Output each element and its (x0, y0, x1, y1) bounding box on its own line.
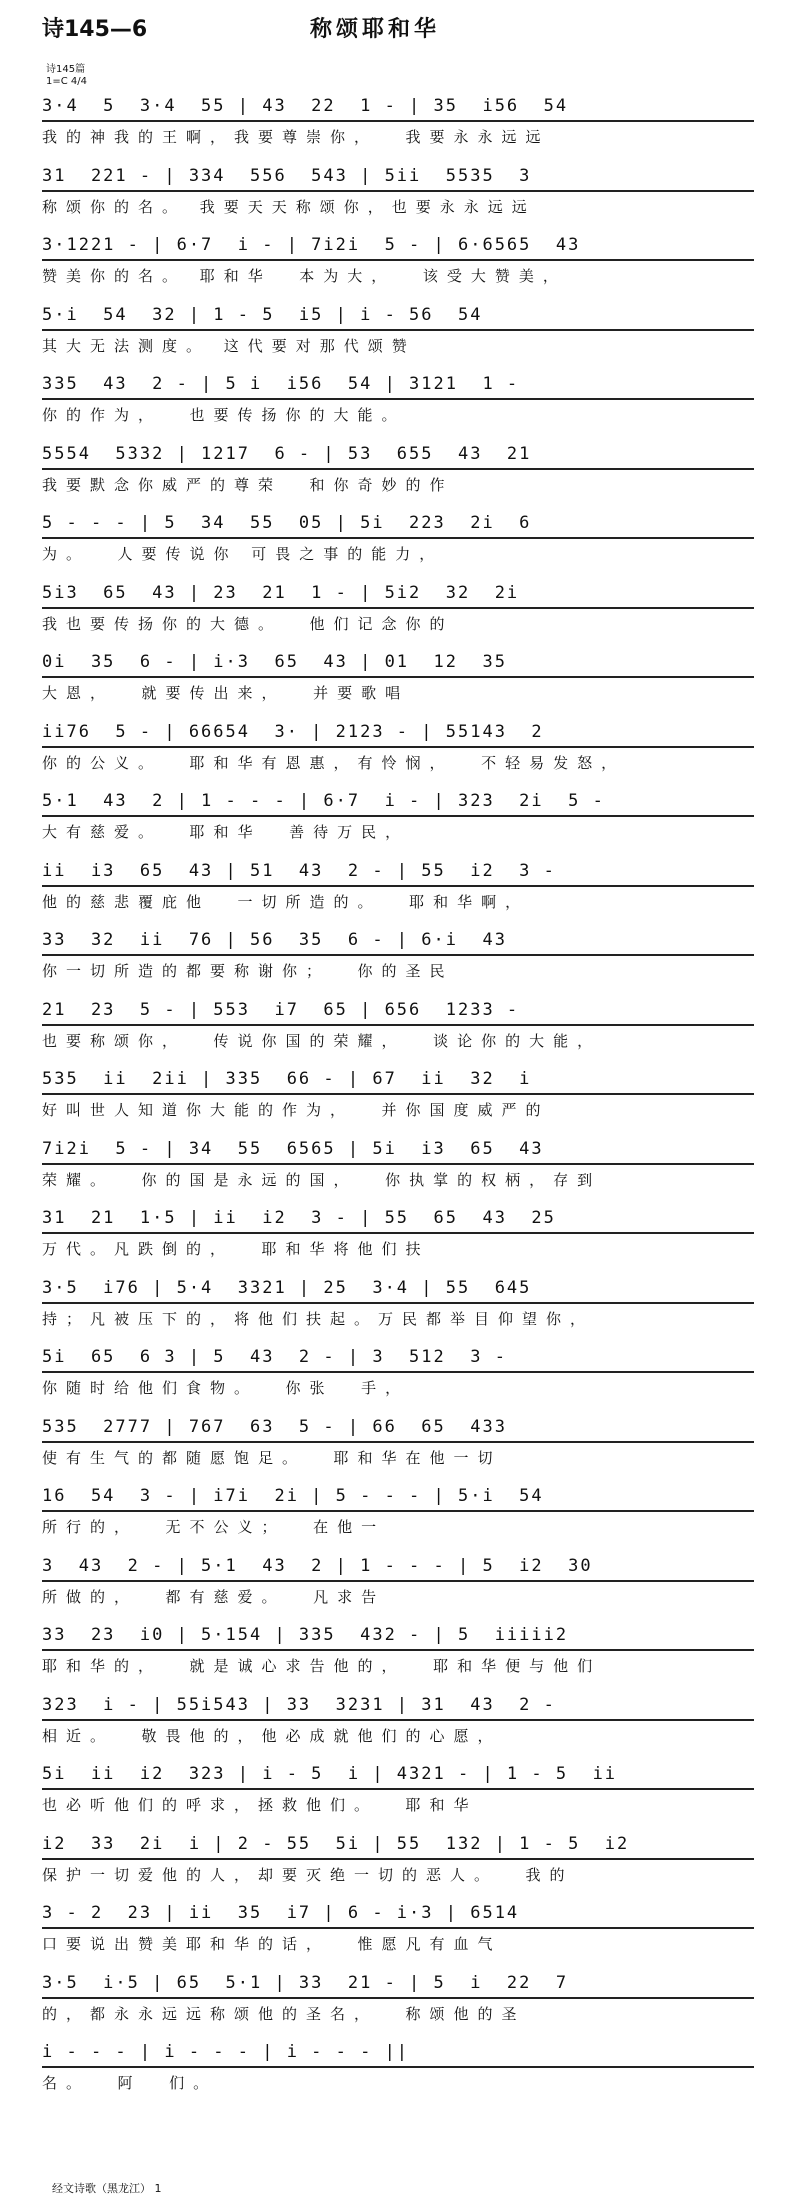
notation-line: 3·5 i·5 | 65 5·1 | 33 21 - | 5 i 22 7 (42, 1969, 754, 1999)
music-system (42, 1550, 754, 1620)
lyrics-line: 所行的， 无不公义； 在他一 (42, 1518, 386, 1536)
music-system (42, 1272, 754, 1342)
notation-line: 3 43 2 - | 5·1 43 2 | 1 - - - | 5 i2 30 (42, 1552, 754, 1582)
subtitle (46, 64, 87, 88)
lyrics-line: 的，都永永远远称颂他的圣名， 称颂他的圣 (42, 2004, 526, 2023)
lyrics-line: 我也要传扬你的大德。 他们记念你的 (42, 614, 454, 633)
lyrics-line: 大有慈爱。 耶和华 善待万民， (42, 823, 410, 841)
song-title: 称颂耶和华 (310, 17, 441, 42)
notation-line: 31 221 - | 334 556 543 | 5ii 5535 3 (42, 162, 754, 192)
notation-line: 5i ii i2 323 | i - 5 i | 4321 - | 1 - 5 ii (42, 1760, 754, 1790)
music-system (42, 1063, 754, 1133)
music-system (42, 229, 754, 299)
music-system (42, 646, 754, 716)
music-system (42, 507, 754, 577)
lyrics-line: 耶和华的， 就是诚心求告他的， 耶和华便与他们 (42, 1657, 602, 1675)
lyrics-line: 我要默念你威严的尊荣 和你奇妙的作 (42, 475, 454, 494)
lyrics-line: 你一切所造的都要称谢你； 你的圣民 (42, 962, 454, 980)
music-system (42, 994, 754, 1064)
notation-line: 33 32 ii 76 | 56 35 6 - | 6·i 43 (42, 926, 754, 956)
lyrics-line: 好叫世人知道你大能的作为， 并你国度威严的 (42, 1101, 550, 1119)
notation-line: ii i3 65 43 | 51 43 2 - | 55 i2 3 - (42, 857, 754, 887)
lyrics-line: 所做的， 都有慈爱。 凡求告 (42, 1587, 386, 1606)
music-system (42, 1758, 754, 1828)
notation-line: ii76 5 - | 66654 3· | 2123 - | 55143 2 (42, 718, 754, 748)
music-system (42, 1828, 754, 1898)
music-system (42, 1967, 754, 2037)
music-system (42, 160, 754, 230)
music-system (42, 1133, 754, 1203)
lyrics-line: 万代。凡跌倒的， 耶和华将他们扶 (42, 1240, 430, 1258)
notation-line: i2 33 2i i | 2 - 55 5i | 55 132 | 1 - 5 i2 (42, 1830, 754, 1860)
music-system (42, 1341, 754, 1411)
notation-line: 5 - - - | 5 34 55 05 | 5i 223 2i 6 (42, 509, 754, 539)
lyrics-line: 其大无法测度。 这代要对那代颂赞 (42, 336, 416, 355)
music-system (42, 1689, 754, 1759)
notation-line: 5i 65 6 3 | 5 43 2 - | 3 512 3 - (42, 1343, 754, 1373)
notation-line: 535 ii 2ii | 335 66 - | 67 ii 32 i (42, 1065, 754, 1095)
notation-line: 335 43 2 - | 5 i i56 54 | 3121 1 - (42, 370, 754, 400)
lyrics-line: 保护一切爱他的人，却要灭绝一切的恶人。 我的 (42, 1865, 574, 1884)
notation-line: 3·1221 - | 6·7 i - | 7i2i 5 - | 6·6565 43 (42, 231, 754, 261)
lyrics-line: 你的公义。 耶和华有恩惠，有怜悯， 不轻易发怒， (42, 753, 626, 772)
notation-line: 3·4 5 3·4 55 | 43 22 1 - | 35 i56 54 (42, 92, 754, 122)
lyrics-line: 称颂你的名。 我要天天称颂你，也要永永远远 (42, 197, 536, 216)
music-system (42, 924, 754, 994)
lyrics-line: 也要称颂你， 传说你国的荣耀， 谈论你的大能， (42, 1031, 602, 1050)
music-system (42, 716, 754, 786)
notation-line: 5·i 54 32 | 1 - 5 i5 | i - 56 54 (42, 301, 754, 331)
music-system (42, 855, 754, 925)
lyrics-line: 使有生气的都随愿饱足。 耶和华在他一切 (42, 1448, 502, 1467)
key-time-signature: 1=C 4/4 (46, 76, 87, 87)
source-label: 诗145篇 (46, 64, 86, 75)
lyrics-line: 持；凡被压下的，将他们扶起。万民都举目仰望你， (42, 1309, 595, 1328)
notation-line: 33 23 i0 | 5·154 | 335 432 - | 5 iiiii2 (42, 1621, 754, 1651)
music-system (42, 2036, 754, 2106)
lyrics-line: 我的神我的王啊，我要尊崇你， 我要永永远远 (42, 128, 550, 146)
notation-line: 31 21 1·5 | ii i2 3 - | 55 65 43 25 (42, 1204, 754, 1234)
lyrics-line: 名。 阿 们。 (42, 2074, 218, 2092)
notation-line: 21 23 5 - | 553 i7 65 | 656 1233 - (42, 996, 754, 1026)
music-system (42, 1619, 754, 1689)
notation-line: 5·1 43 2 | 1 - - - | 6·7 i - | 323 2i 5 - (42, 787, 754, 817)
music-system (42, 577, 754, 647)
notation-line: 323 i - | 55i543 | 33 3231 | 31 43 2 - (42, 1691, 754, 1721)
notation-line: 3·5 i76 | 5·4 3321 | 25 3·4 | 55 645 (42, 1274, 754, 1304)
notation-line: 535 2777 | 767 63 5 - | 66 65 433 (42, 1413, 754, 1443)
notation-line: i - - - | i - - - | i - - - || (42, 2038, 754, 2068)
music-system (42, 1480, 754, 1550)
notation-line: 0i 35 6 - | i·3 65 43 | 01 12 35 (42, 648, 754, 678)
psalm-label: 诗145—6 (42, 17, 148, 42)
notation-line: 3 - 2 23 | ii 35 i7 | 6 - i·3 | 6514 (42, 1899, 754, 1929)
lyrics-line: 你随时给他们食物。 你张 手， (42, 1379, 410, 1397)
notation-line: 5554 5332 | 1217 6 - | 53 655 43 21 (42, 440, 754, 470)
notation-line: 5i3 65 43 | 23 21 1 - | 5i2 32 2i (42, 579, 754, 609)
notation-line: 7i2i 5 - | 34 55 6565 | 5i i3 65 43 (42, 1135, 754, 1165)
lyrics-line: 荣耀。 你的国是永远的国， 你执掌的权柄，存到 (42, 1170, 602, 1189)
lyrics-line: 也必听他们的呼求，拯救他们。 耶和华 (42, 1796, 478, 1814)
lyrics-line: 赞美你的名。 耶和华 本为大， 该受大赞美， (42, 267, 567, 285)
lyrics-line: 相近。 敬畏他的，他必成就他们的心愿， (42, 1726, 502, 1745)
music-system (42, 299, 754, 369)
music-system (42, 90, 754, 160)
music-system (42, 1897, 754, 1967)
music-system (42, 438, 754, 508)
notation-line: 16 54 3 - | i7i 2i | 5 - - - | 5·i 54 (42, 1482, 754, 1512)
music-system (42, 368, 754, 438)
music-system (42, 1411, 754, 1481)
lyrics-line: 他的慈悲覆庇他 一切所造的。 耶和华啊， (42, 892, 530, 911)
music-system (42, 1202, 754, 1272)
page-footer: 经文诗歌（黑龙江） 1 (52, 2182, 162, 2195)
lyrics-line: 口要说出赞美耶和华的话， 惟愿凡有血气 (42, 1935, 502, 1953)
music-system (42, 785, 754, 855)
lyrics-line: 为。 人要传说你 可畏之事的能力， (42, 545, 444, 563)
lyrics-line: 你的作为， 也要传扬你的大能。 (42, 406, 406, 424)
lyrics-line: 大恩， 就要传出来， 并要歌唱 (42, 684, 410, 702)
